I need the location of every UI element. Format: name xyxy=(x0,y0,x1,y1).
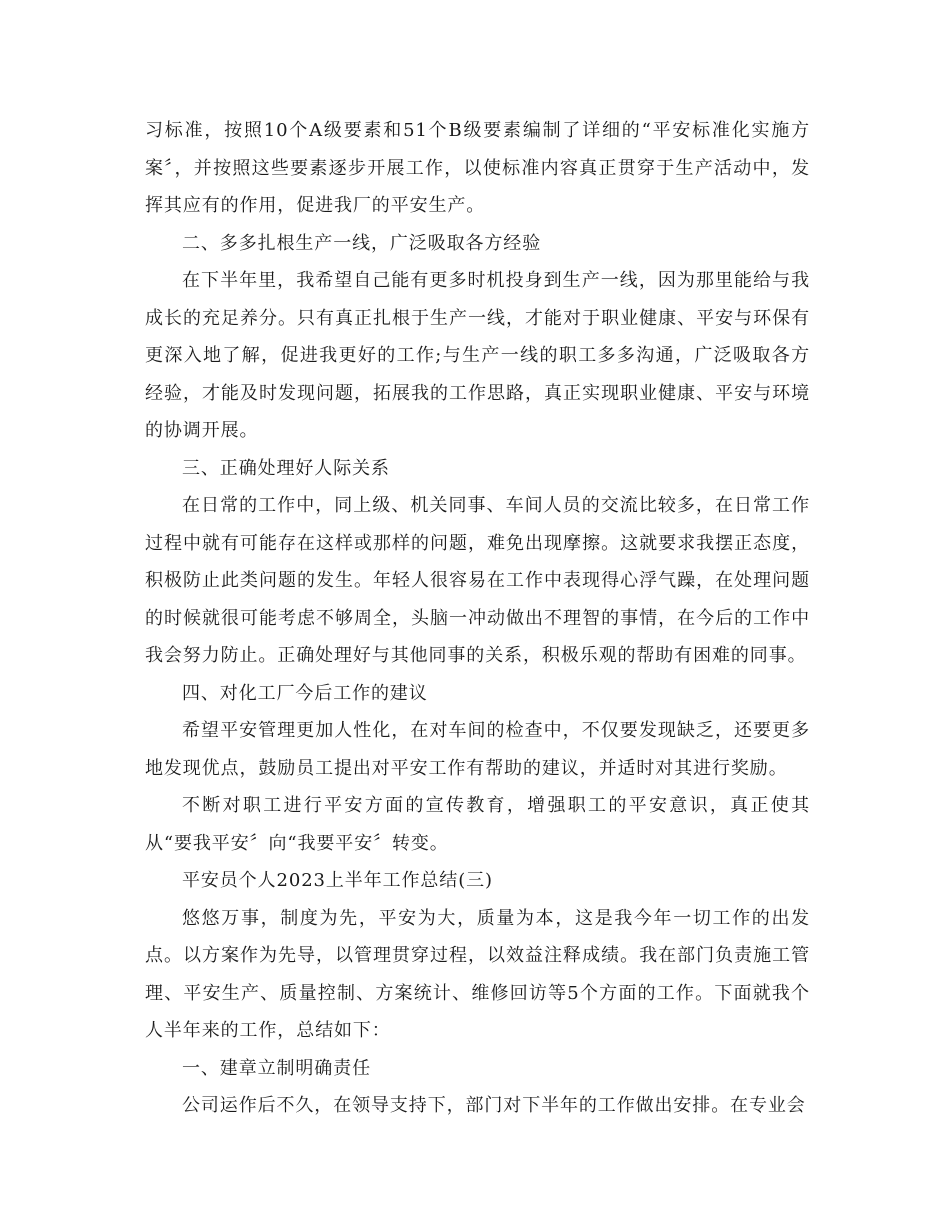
paragraph-standards-continuation: 习标准，按照10个A级要素和51个B级要素编制了详细的“平安标准化实施方案〞，并按照这些要素逐步开展工作，以使标准内容真正贯穿于生产活动中，发挥其应有的作用，促进我厂的平安生产。 xyxy=(145,120,810,216)
paragraph-relationships: 在日常的工作中，同上级、机关同事、车间人员的交流比较多，在日常工作过程中就有可能存在这样或那样的问题，难免出现摩擦。这就要求我摆正态度，积极防止此类问题的发生。年轻人很容易在工作中表现得心浮气躁，在处理问题的时候就很可能考虑不够周全，头脑一冲动做出不理智的事情，在今后的工作中我会努力防止。正确处理好与其他同事的关系，积极乐观的帮助有困难的同事。 xyxy=(145,495,810,666)
section-heading-rules: 一、建章立制明确责任 xyxy=(182,1057,371,1079)
section-heading-frontline: 二、多多扎根生产一线，广泛吸取各方经验 xyxy=(182,232,542,254)
document-subtitle-part-three: 平安员个人2023上半年工作总结(三) xyxy=(182,870,493,891)
paragraph-frontline: 在下半年里，我希望自己能有更多时机投身到生产一线，因为那里能给与我成长的充足养分。只有真正扎根于生产一线，才能对于职业健康、平安与环保有更深入地了解，促进我更好的工作;与生产一线的职工多多沟通，广泛吸取各方经验，才能及时发现问题，拓展我的工作思路，真正实现职业健康、平安与环境的协调开展。 xyxy=(145,270,810,441)
document-body xyxy=(145,112,810,1125)
paragraph-rules: 公司运作后不久，在领导支持下，部门对下半年的工作做出安排。在专业会 xyxy=(182,1095,806,1116)
paragraph-intro-part-three: 悠悠万事，制度为先，平安为大，质量为本，这是我今年一切工作的出发点。以方案作为先导，以管理贯穿过程，以效益注释成绩。我在部门负责施工管理、平安生产、质量控制、方案统计、维修回访等5个方面的工作。下面就我个人半年来的工作，总结如下： xyxy=(145,907,810,1041)
section-heading-relationships: 三、正确处理好人际关系 xyxy=(182,457,390,479)
section-heading-suggestions: 四、对化工厂今后工作的建议 xyxy=(182,682,428,704)
paragraph-suggestions: 希望平安管理更加人性化，在对车间的检查中，不仅要发现缺乏，还要更多地发现优点，鼓励员工提出对平安工作有帮助的建议，并适时对其进行奖励。 xyxy=(145,720,810,779)
paragraph-safety-education: 不断对职工进行平安方面的宣传教育，增强职工的平安意识，真正使其从“要我平安〞向“我要平安〞转变。 xyxy=(145,795,810,854)
